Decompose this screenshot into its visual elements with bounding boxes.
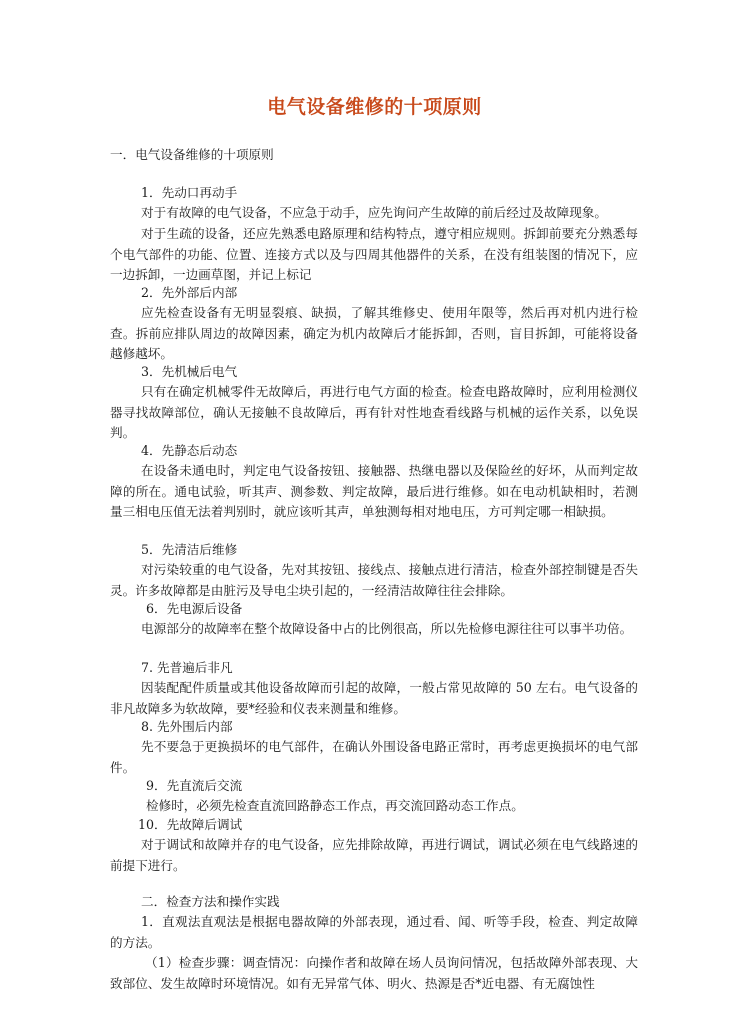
item-paragraph: 先不要急于更换损坏的电气部件，在确认外围设备电路正常时，再考虑更换损坏的电气部件。 — [110, 739, 638, 775]
section-paragraph: （1）检查步骤：调查情况：向操作者和故障在场人员询问情况，包括故障外部表现、大致部位、发生故障时环境情况。如有无异常气体、明火、热源是否*近电器、有无腐蚀性 — [110, 955, 638, 991]
section-paragraph: 1．直观法直观法是根据电器故障的外部表现，通过看、闻、听等手段，检查、判定故障的方法。 — [110, 914, 638, 950]
item-paragraph: 电源部分的故障率在整个故障设备中占的比例很高，所以先检修电源往往可以事半功倍。 — [141, 621, 633, 636]
page-title: 电气设备维修的十项原则 — [267, 96, 482, 118]
item-heading-3: 3．先机械后电气 — [141, 364, 238, 379]
item-paragraph: 检修时，必须先检查直流回路静态工作点，再交流回路动态工作点。 — [146, 798, 524, 813]
item-paragraph: 对于生疏的设备，还应先熟悉电路原理和结构特点，遵守相应规则。拆卸前要充分熟悉每个电气部件的功能、位置、连接方式以及与四周其他器件的关系，在没有组装图的情况下，应一边拆卸，一边画草图，并记上标记 — [110, 226, 638, 282]
item-paragraph: 只有在确定机械零件无故障后，再进行电气方面的检查。检查电路故障时，应利用检测仪器寻找故障部位，确认无接触不良故障后，再有针对性地查看线路与机械的运作关系，以免误判。 — [110, 384, 638, 440]
item-heading-9: 9．先直流后交流 — [146, 778, 243, 793]
item-heading-8: 8. 先外围后内部 — [141, 719, 233, 734]
item-paragraph: 应先检查设备有无明显裂痕、缺损，了解其维修史、使用年限等，然后再对机内进行检查。拆前应排队周边的故障因素，确定为机内故障后才能拆卸，否则，盲目拆卸，可能将设备越修越坏。 — [110, 305, 638, 361]
item-heading-10: 10．先故障后调试 — [138, 817, 243, 832]
section-heading-1: 一．电气设备维修的十项原则 — [110, 147, 274, 162]
item-heading-1: 1．先动口再动手 — [141, 185, 238, 200]
item-heading-4: 4．先静态后动态 — [141, 443, 238, 458]
item-heading-7: 7. 先普遍后非凡 — [141, 660, 233, 675]
item-paragraph: 对于调试和故障并存的电气设备，应先排除故障，再进行调试，调试必须在电气线路速的前提下进行。 — [110, 837, 638, 873]
item-heading-5: 5．先清洁后维修 — [141, 542, 238, 557]
item-paragraph: 在设备未通电时，判定电气设备按钮、接触器、热继电器以及保险丝的好坏，从而判定故障的所在。通电试验，听其声、测参数、判定故障，最后进行维修。如在电动机缺相时，若测量三相电压值无法着判别时，就应该听其声，单独测每相对地电压，方可判定哪一相缺损。 — [110, 463, 638, 519]
item-paragraph: 对污染较重的电气设备，先对其按钮、接线点、接触点进行清洁，检查外部控制键是否失灵。许多故障都是由脏污及导电尘块引起的，一经清洁故障往往会排除。 — [110, 562, 638, 598]
section-heading-2: 二．检查方法和操作实践 — [141, 894, 280, 909]
item-paragraph: 因装配配件质量或其他设备故障而引起的故障，一般占常见故障的 50 左右。电气设备的非凡故障多为软故障，要*经验和仪表来测量和维修。 — [110, 680, 638, 716]
item-heading-2: 2．先外部后内部 — [141, 285, 238, 300]
item-paragraph: 对于有故障的电气设备，不应急于动手，应先询问产生故障的前后经过及故障现象。 — [141, 205, 607, 220]
item-heading-6: 6．先电源后设备 — [146, 601, 243, 616]
